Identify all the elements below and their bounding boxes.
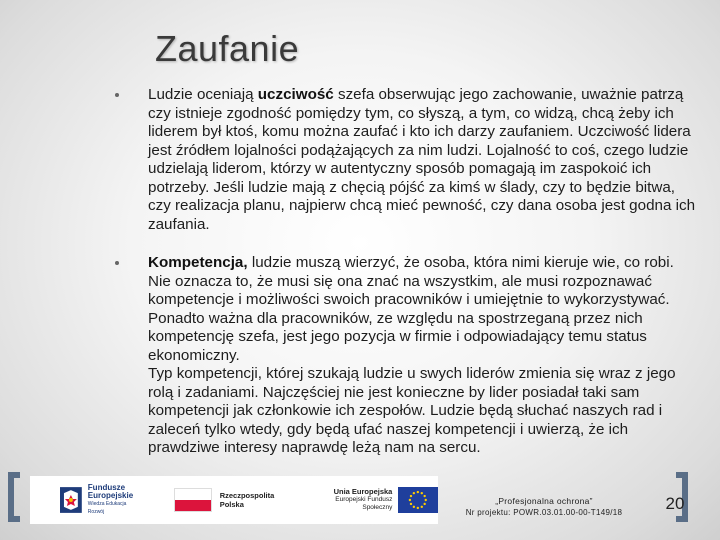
fe-star-icon	[60, 487, 82, 513]
page-number: 20	[665, 494, 685, 513]
bullet-lead-text: Ludzie oceniają	[148, 86, 258, 103]
slide-title: Zaufanie	[155, 28, 300, 69]
bullet-item-trust	[113, 86, 698, 234]
fundusze-europejskie-logo	[60, 476, 144, 524]
bullet-keyword: Kompetencja,	[148, 254, 248, 271]
bullet-text	[148, 254, 698, 458]
fe-line3: Wiedza Edukacja Rozwój	[87, 501, 127, 515]
project-name: „Profesjonalna ochrona”	[495, 496, 593, 506]
bullet-dot-icon	[115, 93, 119, 97]
project-info	[444, 496, 644, 518]
rp-line1: Rzeczpospolita	[219, 491, 275, 500]
polish-flag-icon	[174, 488, 212, 512]
bullet-keyword: uczciwość	[257, 86, 334, 103]
fe-line2: Europejskie	[87, 491, 134, 500]
unia-europejska-logo	[304, 476, 438, 524]
bullet-dot-icon	[115, 261, 119, 265]
bullet-continuation-text: Typ kompetencji, której szukają ludzie u swych liderów zmienia się wraz z jego rolą i zadaniami. Najczęściej nie jest konieczne by lider posiadał taki sam kompetencji jak członkowie ich zespołów. Ludzie będą słuchać naszych rad i zaleceń tylko wtedy, gdy będą ufać naszej kompetencji i uwierzą, że ich prawdziwe interesy naprawdę leżą nam na sercu.	[148, 365, 676, 456]
eu-flag-icon	[398, 487, 438, 513]
fe-line1: Fundusze	[87, 483, 126, 492]
bullet-item-competence	[113, 254, 698, 458]
rp-line2: Polska	[219, 500, 244, 509]
project-number: Nr projektu: POWR.03.01.00-00-T149/18	[465, 508, 623, 517]
rzeczpospolita-polska-logo	[174, 476, 275, 524]
bullet-text	[148, 86, 698, 234]
ue-line2: Europejski Fundusz Społeczny	[335, 496, 393, 511]
ue-text	[304, 488, 392, 512]
fe-text	[88, 484, 144, 516]
funding-logo-bar	[30, 476, 438, 524]
left-bracket-decoration	[8, 472, 20, 522]
ue-line1: Unia Europejska	[333, 487, 393, 496]
bullet-body-text: szefa obserwując jego zachowanie, uważnie patrzą czy istnieje zgodność pomiędzy tym, co słyszą, a tym, co widzą, chcą żeby ich liderem był ktoś, komu można zaufać i kto ich darzy zaufaniem. Uczciwość lidera jest źródłem lojalności podążających za nim ludzi. Lojalność to coś, czego ludzie udzielają liderom, którzy w autentyczny sposób pomagają im zaspokoić ich potrzeby. Jeśli ludzie mają z chęcią pójść za kimś w ślady, czy to będzie bitwa, czy realizacja planu, najpierw chcą mieć pewność, czy dana osoba jest godna ich zaufania.	[148, 86, 696, 233]
bullet-list	[113, 86, 698, 478]
rp-text	[220, 491, 275, 509]
bullet-body-text: ludzie muszą wierzyć, że osoba, która nimi kieruje wie, co robi. Nie oznacza to, że musi się ona znać na wszystkim, ale musi rozpoznawać kompetencje i możliwości swoich pracowników i umiejętnie to wykorzystywać. Ponadto ważna dla pracowników, ze względu na spostrzeganą przez nich kompetencję szefa, jest jego pozycja w firmie i odpowiadający temu status ekonomiczny.	[148, 254, 674, 364]
